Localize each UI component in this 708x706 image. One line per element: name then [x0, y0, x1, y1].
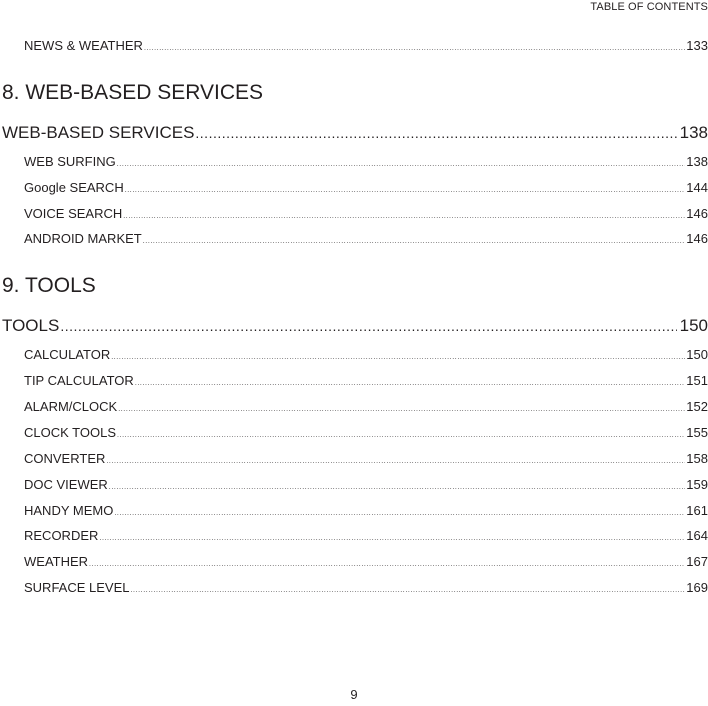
- toc-entry-page: 133: [686, 38, 708, 53]
- toc-entry[interactable]: [24, 399, 708, 418]
- dot-leader: [195, 123, 676, 143]
- toc-entry-news-weather[interactable]: [24, 38, 708, 57]
- toc-entry-label: CONVERTER: [24, 451, 106, 466]
- toc-major-page: 150: [679, 316, 708, 335]
- toc-entry-page: 152: [686, 399, 708, 414]
- toc-entry[interactable]: [24, 373, 708, 392]
- toc-entry-label: Google SEARCH: [24, 180, 124, 195]
- toc-entry-label: VOICE SEARCH: [24, 206, 123, 221]
- toc-major-page: 138: [679, 123, 708, 142]
- toc-entry-page: 144: [686, 180, 708, 195]
- section-title-8: 8. WEB-BASED SERVICES: [2, 81, 264, 104]
- dot-leader: [106, 454, 685, 470]
- toc-entry-label: ALARM/CLOCK: [24, 399, 118, 414]
- toc-entry-label: ANDROID MARKET: [24, 231, 142, 246]
- toc-entry-page: 146: [686, 231, 708, 246]
- dot-leader: [109, 480, 686, 496]
- toc-entry[interactable]: [24, 231, 708, 250]
- dot-leader: [114, 506, 685, 522]
- dot-leader: [117, 157, 686, 173]
- toc-entry-page: 146: [686, 206, 708, 221]
- toc-entry-label: CALCULATOR: [24, 347, 111, 362]
- toc-entry[interactable]: [24, 347, 708, 366]
- toc-entry[interactable]: [24, 580, 708, 599]
- toc-entry-page: 138: [686, 154, 708, 169]
- toc-entry-page: 164: [686, 528, 708, 543]
- dot-leader: [143, 234, 686, 250]
- toc-entry-page: 158: [686, 451, 708, 466]
- dot-leader: [60, 316, 676, 336]
- toc-entry-page: 151: [686, 373, 708, 388]
- toc-entry[interactable]: [24, 554, 708, 573]
- toc-entry-label: TIP CALCULATOR: [24, 373, 134, 388]
- toc-entry-label: NEWS & WEATHER: [24, 38, 143, 53]
- toc-entry-label: WEB SURFING: [24, 154, 116, 169]
- dot-leader: [89, 557, 685, 573]
- dot-leader: [118, 402, 685, 418]
- dot-leader: [131, 583, 686, 599]
- toc-major-entry-web-based-services[interactable]: [2, 123, 708, 143]
- toc-entry-page: 167: [686, 554, 708, 569]
- dot-leader: [117, 428, 685, 444]
- dot-leader: [99, 531, 685, 547]
- toc-entry-page: 150: [686, 347, 708, 362]
- toc-entry-page: 155: [686, 425, 708, 440]
- toc-entry-label: HANDY MEMO: [24, 503, 114, 518]
- running-header: TABLE OF CONTENTS: [590, 1, 708, 13]
- toc-entry[interactable]: [24, 180, 708, 199]
- dot-leader: [144, 41, 685, 57]
- toc-major-label: TOOLS: [2, 316, 60, 335]
- toc-entry[interactable]: [24, 451, 708, 470]
- dot-leader: [123, 209, 685, 225]
- dot-leader: [125, 183, 686, 199]
- toc-entry[interactable]: [24, 425, 708, 444]
- toc-entry[interactable]: [24, 477, 708, 496]
- section-title-9: 9. TOOLS: [2, 274, 96, 297]
- toc-entry-page: 161: [686, 503, 708, 518]
- toc-entry-label: WEATHER: [24, 554, 89, 569]
- toc-entry-label: SURFACE LEVEL: [24, 580, 130, 595]
- toc-entry-page: 169: [686, 580, 708, 595]
- toc-entry[interactable]: [24, 206, 708, 225]
- page-number: 9: [350, 687, 358, 702]
- toc-entry-label: DOC VIEWER: [24, 477, 108, 492]
- toc-entry-label: RECORDER: [24, 528, 99, 543]
- toc-entry[interactable]: [24, 154, 708, 173]
- toc-entry[interactable]: [24, 528, 708, 547]
- dot-leader: [135, 376, 685, 392]
- toc-entry[interactable]: [24, 503, 708, 522]
- toc-major-label: WEB-BASED SERVICES: [2, 123, 195, 142]
- toc-entry-label: CLOCK TOOLS: [24, 425, 116, 440]
- dot-leader: [111, 350, 685, 366]
- toc-major-entry-tools[interactable]: [2, 316, 708, 336]
- toc-entry-page: 159: [686, 477, 708, 492]
